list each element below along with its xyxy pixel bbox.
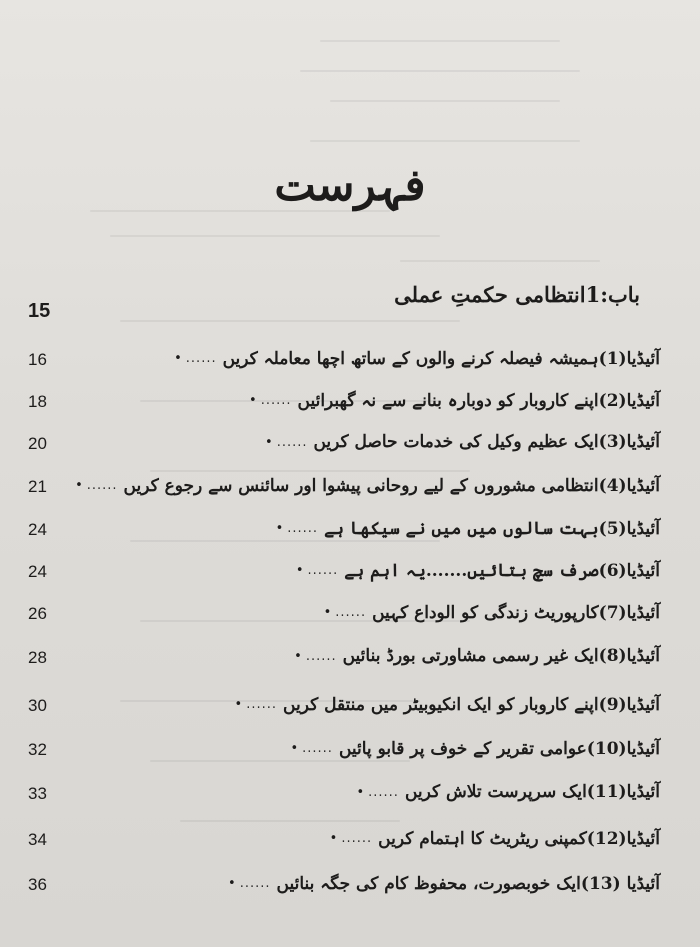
bullet-icon: •	[75, 477, 83, 493]
toc-entry	[228, 865, 660, 901]
toc-entry-text: آئیڈیا(7)کارپوریٹ زندگی کو الوداع کہیں	[372, 602, 660, 623]
page-title: فہرست	[274, 160, 426, 211]
toc-page-number: 26	[28, 604, 47, 623]
toc-entry	[330, 820, 660, 856]
toc-entry	[249, 382, 660, 418]
dot-leader: ......	[302, 740, 333, 756]
toc-page-number: 28	[28, 648, 47, 667]
toc-entry-text: آئیڈیا(11)ایک سرپرست تلاش کریں	[404, 782, 660, 802]
toc-entry	[296, 552, 660, 588]
toc-page-number: 34	[28, 830, 47, 849]
dot-leader: ......	[246, 696, 278, 712]
dot-leader: ......	[287, 520, 319, 536]
toc-entry-text: آئیڈیا(5)بہت سالوں میں میں نے سیکھا ہے	[324, 518, 660, 539]
toc-entry-text: آئیڈیا(3)ایک عظیم وکیل کی خدمات حاصل کریں	[313, 432, 660, 452]
toc-entry	[75, 467, 660, 503]
bullet-icon: •	[290, 740, 299, 756]
toc-entry	[235, 686, 660, 722]
toc-entry-text: آئیڈیا(6)صرف سچ بتائیں.......یہ اہم ہے	[344, 560, 660, 581]
toc-page-number: 16	[28, 350, 47, 369]
toc-entry-text: آئیڈیا(1)ہمیشہ فیصلہ کرنے والوں کے ساتھ اچھا معاملہ کریں	[222, 348, 660, 369]
toc-entry-text: آئیڈیا(9)اپنے کاروبار کو ایک انکیوبیٹر میں منتقل کریں	[283, 694, 660, 715]
dot-leader: ......	[239, 875, 271, 891]
bullet-icon: •	[228, 875, 236, 891]
dot-leader: ......	[185, 350, 217, 366]
toc-page-number: 20	[28, 434, 47, 453]
toc-entry	[294, 638, 660, 674]
bullet-icon: •	[295, 562, 304, 578]
bullet-icon: •	[323, 604, 332, 620]
toc-entry-text: آئیڈیا(2)اپنے کاروبار کو دوبارہ بنانے سے نہ گھبرائیں	[297, 390, 660, 411]
bullet-icon: •	[294, 648, 302, 664]
toc-entry	[174, 340, 660, 376]
bullet-icon: •	[234, 696, 243, 712]
dot-leader: ......	[307, 562, 339, 578]
toc-entry-text: آئیڈیا (13)ایک خوبصورت، محفوظ کام کی جگہ بنائیں	[276, 873, 660, 894]
bullet-icon: •	[275, 520, 284, 536]
toc-page-number: 18	[28, 392, 47, 411]
toc-page-number: 33	[28, 784, 47, 803]
dot-leader: ......	[341, 830, 373, 846]
toc-entry	[324, 594, 660, 630]
dot-leader: ......	[368, 784, 399, 800]
chapter-heading: باب:1انتظامی حکمتِ عملی	[394, 282, 640, 307]
toc-page-number: 21	[28, 477, 47, 496]
toc-page-number: 24	[28, 562, 47, 581]
bullet-icon: •	[329, 830, 338, 846]
toc-entry	[290, 730, 660, 766]
chapter-page-number: 15	[28, 300, 51, 322]
dot-leader: ......	[335, 604, 367, 620]
bullet-icon: •	[249, 392, 257, 408]
toc-page-number: 36	[28, 875, 47, 894]
toc-entry-text: آئیڈیا(12)کمپنی ریٹریٹ کا اہتمام کریں	[378, 828, 660, 849]
toc-entry	[356, 774, 660, 810]
bullet-icon: •	[174, 350, 182, 366]
toc-entry-text: آئیڈیا(4)انتظامی مشوروں کے لیے روحانی پیشوا اور سائنس سے رجوع کریں	[123, 475, 660, 496]
toc-entry-text: آئیڈیا(8)ایک غیر رسمی مشاورتی بورڈ بنائیں	[342, 646, 660, 666]
dot-leader: ......	[86, 477, 118, 493]
toc-entry	[276, 510, 660, 546]
toc-page-number: 24	[28, 520, 47, 539]
dot-leader: ......	[276, 434, 308, 450]
dot-leader: ......	[305, 648, 337, 664]
toc-entry-text: آئیڈیا(10)عوامی تقریر کے خوف پر قابو پائیں	[338, 738, 660, 759]
bullet-icon: •	[265, 434, 273, 450]
toc-page-number: 30	[28, 696, 47, 715]
toc-page-number: 32	[28, 740, 47, 759]
toc-entry	[265, 424, 660, 460]
dot-leader: ......	[260, 392, 292, 408]
bullet-icon: •	[356, 784, 365, 800]
